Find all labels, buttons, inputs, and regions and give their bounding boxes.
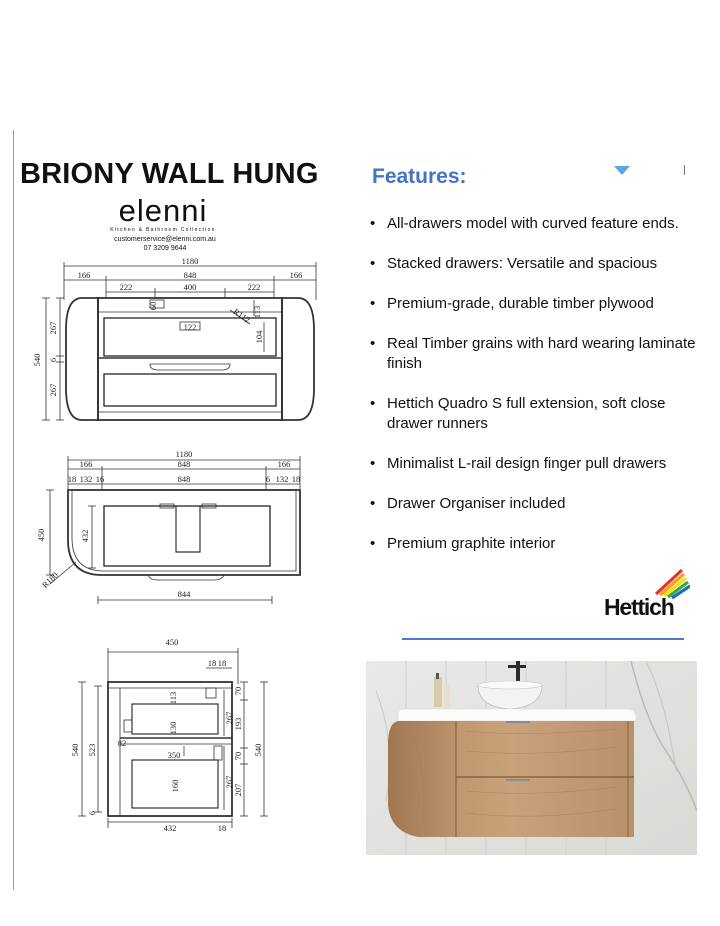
front-height-lower: 267 bbox=[48, 383, 58, 397]
features-heading: Features: bbox=[372, 165, 467, 188]
top-inner: 848 bbox=[177, 474, 191, 484]
side-bottom-inner: 432 bbox=[163, 823, 177, 833]
side-d18c: 18 bbox=[217, 823, 227, 833]
front-inner-width: 122 bbox=[183, 322, 197, 332]
feature-item: • Drawer Organiser included bbox=[370, 494, 700, 514]
top-d16-left: 16 bbox=[95, 474, 105, 484]
features-list bbox=[370, 214, 700, 574]
top-d18-left: 18 bbox=[67, 474, 77, 484]
front-dim-60: 60 bbox=[148, 301, 158, 311]
feature-item: • All-drawers model with curved feature ends. bbox=[370, 214, 700, 234]
side-d130: 130 bbox=[168, 721, 178, 735]
side-d207: 207 bbox=[233, 783, 243, 797]
side-right-total: 540 bbox=[253, 743, 263, 757]
top-center: 848 bbox=[177, 459, 191, 469]
side-d82: 82 bbox=[117, 738, 127, 748]
contact-phone: 07 3209 9644 bbox=[143, 245, 187, 252]
top-overall-width: 1180 bbox=[175, 449, 193, 459]
side-d18a: 18 bbox=[207, 658, 217, 668]
top-radius: R180 bbox=[39, 569, 60, 590]
feature-item: • Hettich Quadro S full extension, soft close drawer runners bbox=[370, 394, 700, 434]
side-d267b: 267 bbox=[224, 775, 234, 789]
side-d70a: 70 bbox=[233, 686, 243, 696]
side-d267a: 267 bbox=[224, 711, 234, 725]
side-d193: 193 bbox=[233, 717, 243, 731]
front-height-gap: 6 bbox=[48, 357, 58, 363]
logo-wordmark: elenni bbox=[118, 193, 208, 228]
top-depth: 450 bbox=[36, 528, 46, 542]
top-d6-right: 6 bbox=[265, 474, 271, 484]
front-height-total: 540 bbox=[32, 353, 42, 367]
product-photo bbox=[366, 661, 697, 855]
front-radius: R112 bbox=[231, 306, 253, 325]
side-d18b: 18 bbox=[217, 658, 227, 668]
top-d132-right: 132 bbox=[275, 474, 289, 484]
front-top-right: 222 bbox=[247, 282, 261, 292]
feature-item: • Real Timber grains with hard wearing laminate finish bbox=[370, 334, 700, 374]
side-d113: 113 bbox=[168, 691, 178, 705]
contact-email: customerservice@elenni.com.au bbox=[114, 236, 216, 243]
page-border-tick bbox=[684, 165, 685, 175]
side-height-total: 540 bbox=[70, 743, 80, 757]
feature-item: • Stacked drawers: Versatile and spacious bbox=[370, 254, 700, 274]
front-center: 848 bbox=[183, 270, 197, 280]
front-height-upper: 267 bbox=[48, 321, 58, 335]
top-end-left: 166 bbox=[79, 459, 93, 469]
side-height-inner: 523 bbox=[87, 743, 97, 757]
triangle-marker-icon bbox=[614, 166, 630, 175]
front-dim-113: 113 bbox=[252, 305, 262, 319]
logo-tagline: Kitchen & Bathroom Collection bbox=[110, 227, 216, 233]
top-end-right: 166 bbox=[277, 459, 291, 469]
top-inner-depth: 432 bbox=[80, 529, 90, 543]
front-top-left: 222 bbox=[119, 282, 133, 292]
divider-line bbox=[402, 638, 684, 640]
hettich-logo-wordmark: Hettich bbox=[604, 594, 674, 620]
side-d70b: 70 bbox=[233, 751, 243, 761]
top-d18-right: 18 bbox=[291, 474, 301, 484]
side-depth: 450 bbox=[165, 637, 179, 647]
front-overall-width: 1180 bbox=[181, 256, 199, 266]
side-d6: 6 bbox=[87, 810, 97, 816]
front-end-left: 166 bbox=[77, 270, 91, 280]
feature-item: • Premium-grade, durable timber plywood bbox=[370, 294, 700, 314]
side-d160: 160 bbox=[170, 779, 180, 793]
front-dim-104: 104 bbox=[254, 330, 264, 344]
front-top-center: 400 bbox=[183, 282, 197, 292]
feature-item: • Minimalist L-rail design finger pull drawers bbox=[370, 454, 700, 474]
top-d132-left: 132 bbox=[79, 474, 93, 484]
top-bottom-width: 844 bbox=[177, 589, 191, 599]
feature-item: • Premium graphite interior bbox=[370, 534, 700, 554]
product-title: BRIONY WALL HUNG bbox=[20, 158, 319, 190]
side-d350: 350 bbox=[167, 750, 181, 760]
front-end-right: 166 bbox=[289, 270, 303, 280]
